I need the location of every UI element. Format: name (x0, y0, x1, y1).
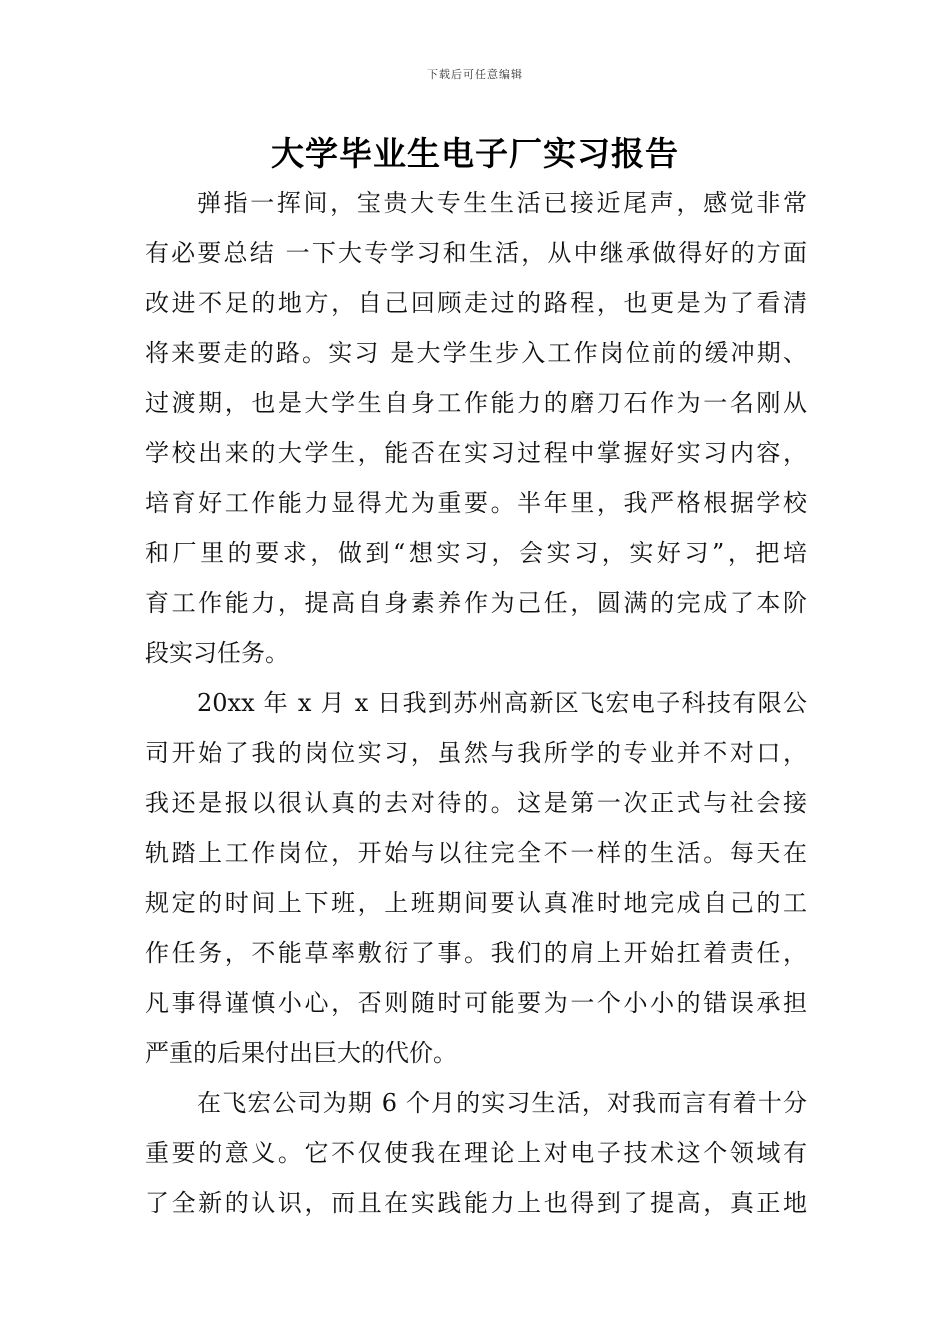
paragraph-line: 培育好工作能力显得尤为重要。半年里，我严格根据学校 (145, 489, 807, 517)
paragraph-line: 了全新的认识，而且在实践能力上也得到了提高，真正地 (145, 1189, 807, 1217)
paragraph-line: 作任务，不能草率敷衍了事。我们的肩上开始扛着责任， (145, 939, 807, 967)
document-title: 大学毕业生电子厂实习报告 (271, 134, 679, 173)
paragraph-line: 改进不足的地方，自己回顾走过的路程，也更是为了看清 (145, 289, 807, 317)
document-body (145, 178, 807, 1228)
paragraph-line: 轨踏上工作岗位，开始与以往完全不一样的生活。每天在 (145, 839, 807, 867)
paragraph-line: 和厂里的要求，做到“想实习，会实习，实好习”，把培 (145, 539, 807, 567)
paragraph-line: 我还是报以很认真的去对待的。这是第一次正式与社会接 (145, 789, 807, 817)
paragraph-line: 过渡期，也是大学生自身工作能力的磨刀石作为一名刚从 (145, 389, 807, 417)
paragraph-line: 有必要总结 一下大专学习和生活，从中继承做得好的方面 (145, 239, 807, 267)
paragraph-line: 将来要走的路。实习 是大学生步入工作岗位前的缓冲期、 (145, 339, 807, 367)
paragraph-line: 学校出来的大学生，能否在实习过程中掌握好实习内容， (145, 439, 807, 467)
paragraph-line: 段实习任务。 (145, 639, 289, 667)
paragraph (145, 1078, 807, 1228)
paragraph (145, 678, 807, 1078)
paragraph-line: 弹指一挥间，宝贵大专生生活已接近尾声，感觉非常 (197, 189, 807, 217)
paragraph (145, 178, 807, 678)
paragraph-line: 严重的后果付出巨大的代价。 (145, 1039, 457, 1067)
paragraph-line: 育工作能力，提高自身素养作为己任，圆满的完成了本阶 (145, 589, 807, 617)
paragraph-line: 凡事得谨慎小心，否则随时可能要为一个小小的错误承担 (145, 989, 807, 1017)
paragraph-line: 重要的意义。它不仅使我在理论上对电子技术这个领域有 (145, 1139, 807, 1167)
paragraph-line: 司开始了我的岗位实习，虽然与我所学的专业并不对口， (145, 739, 807, 767)
paragraph-line: 规定的时间上下班，上班期间要认真准时地完成自己的工 (145, 889, 807, 917)
paragraph-line: 20xx 年 x 月 x 日我到苏州高新区飞宏电子科技有限公 (197, 689, 807, 717)
paragraph-line: 在飞宏公司为期 6 个月的实习生活，对我而言有着十分 (197, 1089, 807, 1117)
header-note: 下载后可任意编辑 (427, 68, 523, 81)
